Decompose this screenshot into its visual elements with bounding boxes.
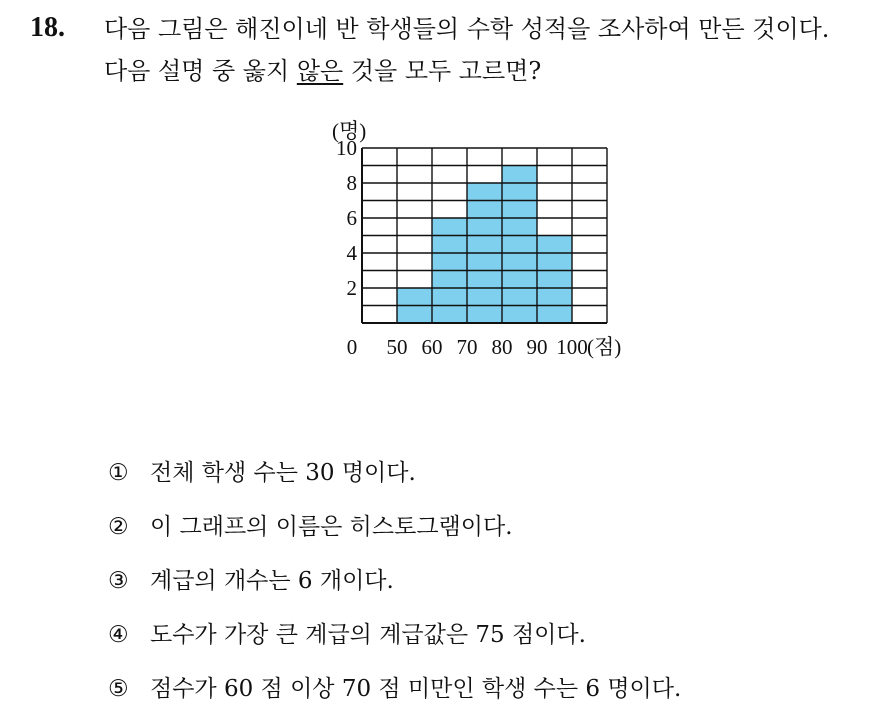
histogram-bar-90-100 bbox=[537, 236, 572, 324]
question-line-2 bbox=[104, 56, 541, 86]
y-tick-label-4: 4 bbox=[346, 241, 357, 265]
choice-4[interactable] bbox=[108, 620, 681, 674]
choice-1[interactable] bbox=[108, 458, 681, 512]
x-tick-label-80: 80 bbox=[491, 335, 513, 359]
histogram-bar-80-90 bbox=[502, 166, 537, 324]
x-axis-unit-label: (점) bbox=[587, 335, 622, 359]
choice-3-mark: ③ bbox=[108, 568, 129, 594]
y-tick-label-6: 6 bbox=[346, 206, 357, 230]
question-line-2-start: 다음 설명 중 옳지 bbox=[104, 57, 297, 85]
choice-1-text: 전체 학생 수는 30 명이다. bbox=[150, 460, 416, 486]
question-line-2-end: 것을 모두 고르면? bbox=[343, 57, 542, 85]
y-axis-unit-label: (명) bbox=[332, 119, 367, 143]
histogram-chart bbox=[318, 112, 648, 382]
question-number: 18. bbox=[30, 12, 65, 43]
answer-choices bbox=[108, 458, 681, 728]
x-tick-label-70: 70 bbox=[456, 335, 478, 359]
origin-label: 0 bbox=[346, 335, 358, 359]
choice-5-text: 점수가 60 점 이상 70 점 미만인 학생 수는 6 명이다. bbox=[150, 676, 682, 702]
choice-2-mark: ② bbox=[108, 514, 129, 540]
choice-3[interactable] bbox=[108, 566, 681, 620]
x-tick-label-50: 50 bbox=[386, 335, 408, 359]
y-tick-label-8: 8 bbox=[346, 171, 357, 195]
x-tick-label-100: 100 bbox=[556, 335, 588, 359]
choice-2[interactable] bbox=[108, 512, 681, 566]
emphasis-underlined: 않은 bbox=[296, 57, 344, 85]
question-line-1: 다음 그림은 해진이네 반 학생들의 수학 성적을 조사하여 만든 것이다. bbox=[104, 15, 830, 43]
choice-1-mark: ① bbox=[108, 460, 129, 486]
choice-4-text: 도수가 가장 큰 계급의 계급값은 75 점이다. bbox=[150, 622, 586, 648]
y-tick-label-10: 10 bbox=[336, 136, 357, 160]
choice-2-text: 이 그래프의 이름은 히스토그램이다. bbox=[150, 514, 513, 540]
y-tick-label-2: 2 bbox=[346, 276, 357, 300]
choice-3-text: 계급의 개수는 6 개이다. bbox=[150, 568, 394, 594]
x-tick-label-60: 60 bbox=[421, 335, 443, 359]
choice-5-mark: ⑤ bbox=[108, 676, 129, 702]
choice-4-mark: ④ bbox=[108, 622, 129, 648]
x-tick-label-90: 90 bbox=[526, 335, 548, 359]
choice-5[interactable] bbox=[108, 674, 681, 728]
